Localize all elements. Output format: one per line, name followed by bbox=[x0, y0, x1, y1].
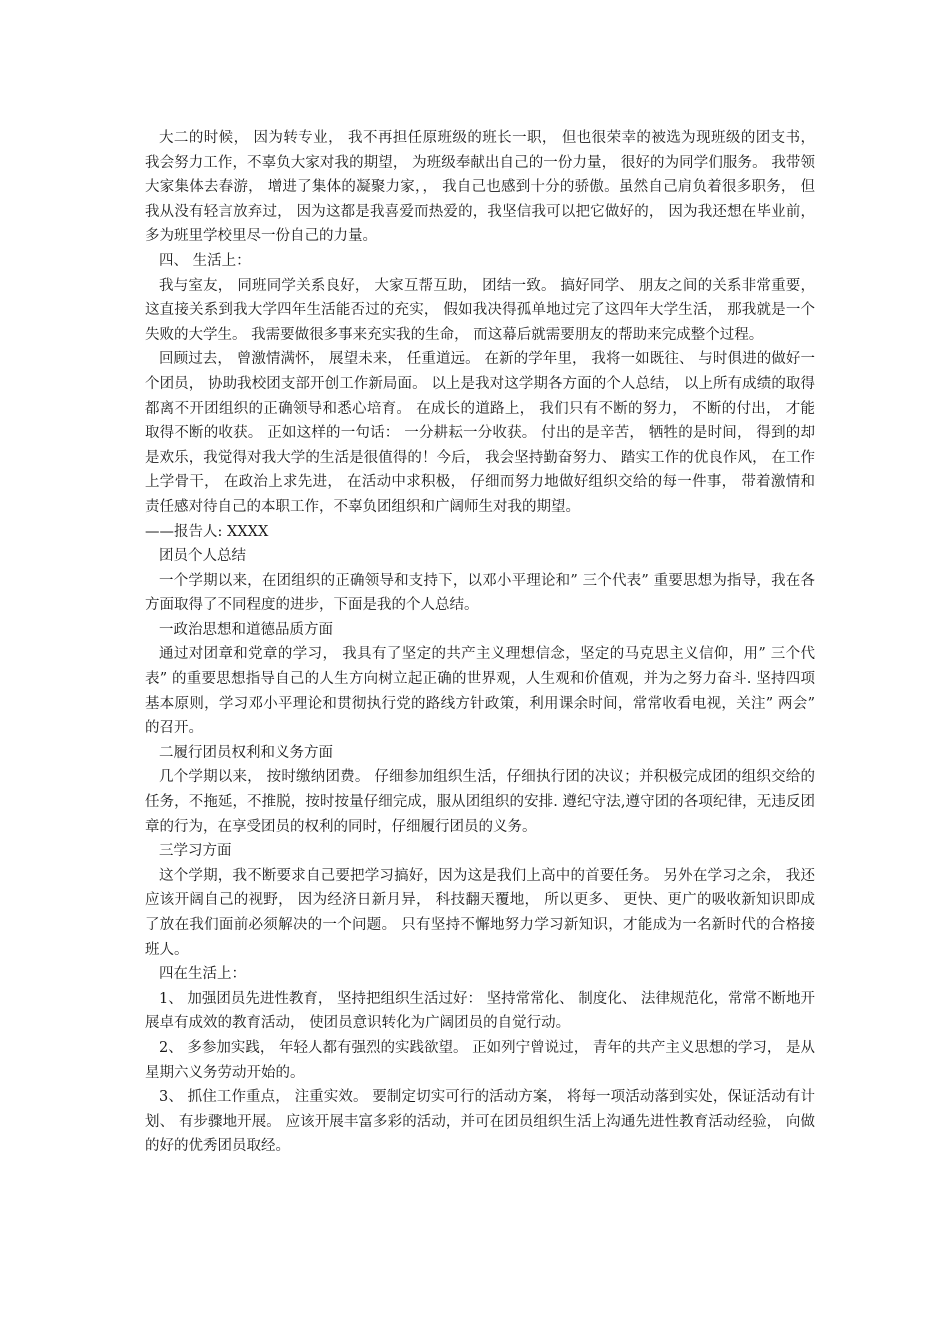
heading-rights-duties: 二履行团员权利和义务方面 bbox=[159, 744, 333, 761]
list-item-2: 2、 多参加实践， 年轻人都有强烈的实践欲望。 正如列宁曾说过， 青年的共产主义思想的学习， 是从星期六义务劳动开始的。 bbox=[145, 1039, 815, 1081]
heading-life: 四、 生活上： bbox=[159, 252, 251, 269]
reporter-signature: ——报告人: XXXX bbox=[145, 523, 269, 540]
paragraph-class-duties: 大二的时候， 因为转专业， 我不再担任原班级的班长一职， 但也很荣幸的被选为现班级的团支书， 我会努力工作，不辜负大家对我的期望， 为班级奉献出自己的一份力量， 很好的为同学们服务。 我带领大家集体去春游， 增进了集体的凝聚力家，， 我自己也感到十分的骄傲。虽然自己肩负着很多职务， 但我从没有轻言放弃过， 因为这都是我喜爱而热爱的，我坚信我可以把它做好的， 因为我还想在毕业前， 多为班里学校里尽一份自己的力量。 bbox=[145, 130, 815, 245]
paragraph-rights-duties: 几个学期以来， 按时缴纳团费。 仔细参加组织生活，仔细执行团的决议；并积极完成团的组织交给的任务，不拖延，不推脱，按时按量仔细完成，服从团组织的安排. 遵纪守法,遵守团的各项纪律，无违反团章的行为，在享受团员的权利的同时，仔细履行团员的义务。 bbox=[145, 769, 815, 835]
list-item-3: 3、 抓住工作重点， 注重实效。 要制定切实可行的活动方案， 将每一项活动落到实处，保证活动有计划、 有步骤地开展。 应该开展丰富多彩的活动，并可在团员组织生活上沟通先进性教育活动经验， 向做的好的优秀团员取经。 bbox=[145, 1089, 815, 1155]
list-item-1: 1、 加强团员先进性教育， 坚持把组织生活过好： 坚持常常化、 制度化、 法律规范化，常常不断地开展卓有成效的教育活动， 使团员意识转化为广阔团员的自觉行动。 bbox=[145, 990, 815, 1032]
section-title-member-summary: 团员个人总结 bbox=[159, 548, 246, 565]
paragraph-intro: 一个学期以来，在团组织的正确领导和支持下，以邓小平理论和” 三个代表” 重要思想为指导，我在各方面取得了不同程度的进步，下面是我的个人总结。 bbox=[145, 572, 815, 614]
heading-study: 三学习方面 bbox=[159, 843, 232, 860]
heading-life-2: 四在生活上： bbox=[159, 966, 246, 983]
document-body bbox=[145, 126, 815, 1159]
paragraph-study: 这个学期，我不断要求自己要把学习搞好，因为这是我们上高中的首要任务。 另外在学习之余， 我还应该开阔自己的视野， 因为经济日新月异， 科技翻天覆地， 所以更多、 更快、更广的吸收新知识即成了放在我们面前必须解决的一个问题。 只有坚持不懈地努力学习新知识，才能成为一名新时代的合格接班人。 bbox=[145, 867, 815, 958]
paragraph-review: 回顾过去， 曾激情满怀， 展望未来， 任重道远。 在新的学年里， 我将一如既往、 与时俱进的做好一个团员， 协助我校团支部开创工作新局面。 以上是我对这学期各方面的个人总结， 以上所有成绩的取得都离不开团组织的正确领导和悉心培育。 在成长的道路上， 我们只有不断的努力， 不断的付出， 才能取得不断的收获。 正如这样的一句话： 一分耕耘一分收获。 付出的是辛苦， 牺牲的是时间， 得到的却是欢乐，我觉得对我大学的生活是很值得的！今后， 我会坚持勤奋努力、 踏实工作的优良作风， 在工作上学骨干， 在政治上求先进， 在活动中求积极， 仔细而努力地做好组织交给的每一件事， 带着激情和责任感对待自己的本职工作，不辜负团组织和广阔师生对我的期望。 bbox=[145, 351, 815, 515]
paragraph-roommates: 我与室友， 同班同学关系良好， 大家互帮互助， 团结一致。 搞好同学、 朋友之间的关系非常重要， 这直接关系到我大学四年生活能否过的充实， 假如我决得孤单地过完了这四年大学生活， 那我就是一个失败的大学生。 我需要做很多事来充实我的生命， 而这幕后就需要朋友的帮助来完成整个过程。 bbox=[145, 277, 815, 343]
heading-political-thought: 一政治思想和道德品质方面 bbox=[159, 621, 333, 638]
paragraph-political-thought: 通过对团章和党章的学习， 我具有了坚定的共产主义理想信念，坚定的马克思主义信仰，用” 三个代表” 的重要思想指导自己的人生方向树立起正确的世界观，人生观和价值观，并为之努力奋斗. 坚持四项基本原则，学习邓小平理论和贯彻执行党的路线方针政策，利用课余时间，常常收看电视，关注” 两会” 的召开。 bbox=[145, 646, 815, 737]
